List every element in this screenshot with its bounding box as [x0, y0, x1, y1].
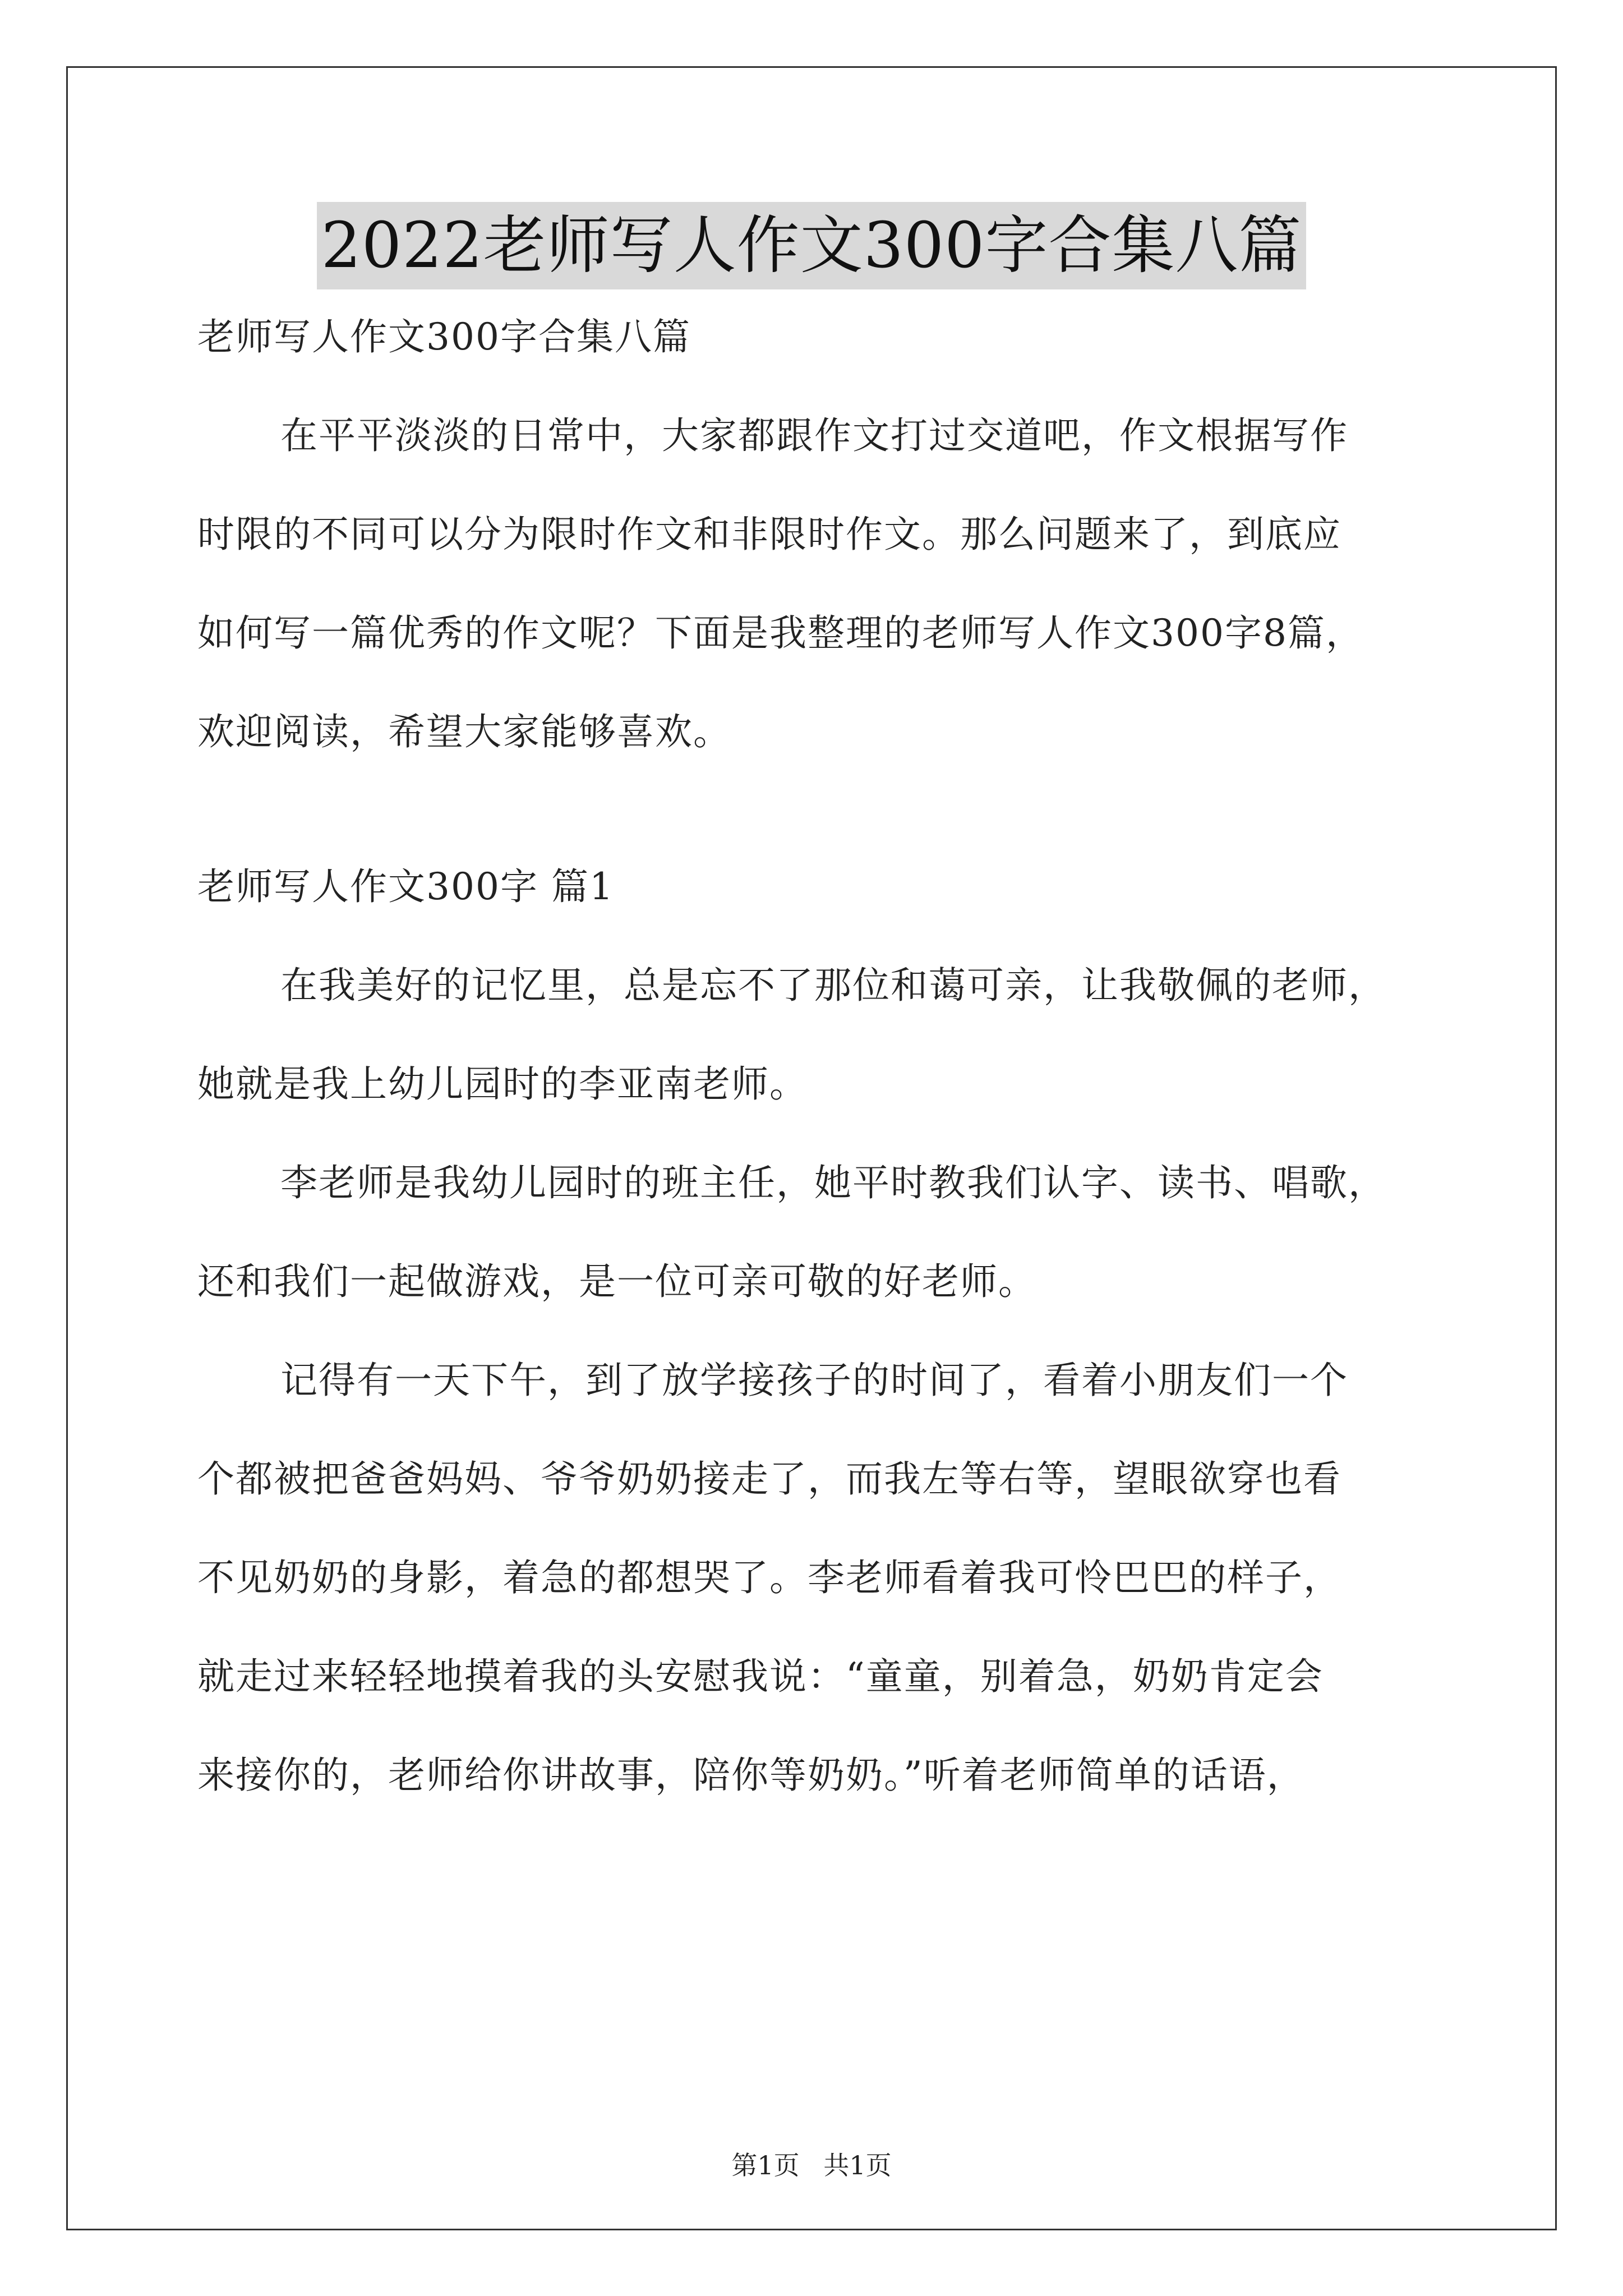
section-heading: 老师写人作文300字 篇1	[197, 865, 614, 908]
page-number-total: 共1页	[823, 2150, 892, 2180]
paragraph-line: 在我美好的记忆里，总是忘不了那位和蔼可亲，让我敬佩的老师，	[280, 964, 1386, 1007]
paragraph-line: 她就是我上幼儿园时的李亚南老师。	[197, 1062, 808, 1106]
document-body	[197, 312, 1451, 1801]
page-footer	[0, 2148, 1623, 2182]
intro-paragraph	[197, 411, 1451, 757]
paragraph-line: 还和我们一起做游戏，是一位可亲可敬的好老师。	[197, 1260, 1036, 1303]
intro-line: 欢迎阅读，希望大家能够喜欢。	[197, 710, 731, 753]
intro-line: 时限的不同可以分为限时作文和非限时作文。那么问题来了，到底应	[197, 513, 1341, 556]
title-container	[0, 202, 1623, 289]
page-number-current: 第1页	[731, 2150, 800, 2180]
document-title: 2022老师写人作文300字合集八篇	[317, 202, 1307, 289]
intro-line: 在平平淡淡的日常中，大家都跟作文打过交道吧，作文根据写作	[280, 414, 1348, 457]
body-paragraph-1	[197, 960, 1451, 1110]
body-paragraph-2	[197, 1158, 1451, 1307]
section-spacer	[197, 757, 1451, 862]
paragraph-line: 就走过来轻轻地摸着我的头安慰我说：“童童，别着急，奶奶肯定会	[197, 1655, 1324, 1698]
paragraph-line: 来接你的，老师给你讲故事，陪你等奶奶。”听着老师简单的话语，	[197, 1754, 1305, 1797]
document-subtitle: 老师写人作文300字合集八篇	[197, 315, 691, 358]
body-paragraph-3	[197, 1355, 1451, 1801]
intro-line: 如何写一篇优秀的作文呢？下面是我整理的老师写人作文300字8篇，	[197, 611, 1364, 655]
paragraph-line: 个都被把爸爸妈妈、爷爷奶奶接走了，而我左等右等，望眼欲穿也看	[197, 1457, 1341, 1501]
paragraph-line: 李老师是我幼儿园时的班主任，她平时教我们认字、读书、唱歌，	[280, 1161, 1386, 1204]
paragraph-line: 不见奶奶的身影，着急的都想哭了。李老师看着我可怜巴巴的样子，	[197, 1556, 1341, 1599]
paragraph-line: 记得有一天下午，到了放学接孩子的时间了，看着小朋友们一个	[280, 1359, 1348, 1402]
